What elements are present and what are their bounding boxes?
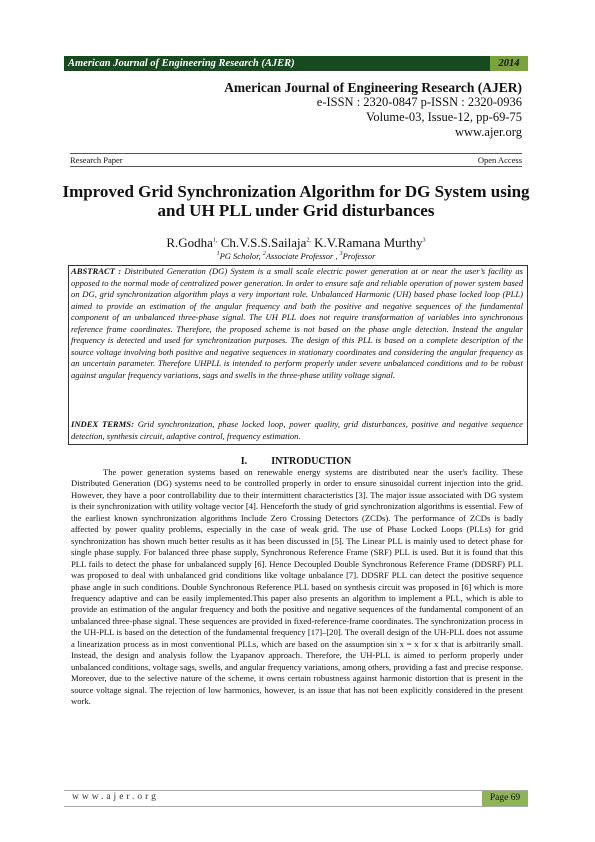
author-sup: 1,	[212, 237, 218, 244]
page-footer	[64, 790, 528, 807]
author-name: Ch.V.S.S.Sailaja	[220, 235, 307, 250]
index-terms	[71, 419, 523, 442]
paper-title: Improved Grid Synchronization Algorithm for DG System using and UH PLL under Grid disturbances	[62, 182, 530, 220]
affil-role: Professor	[342, 251, 376, 261]
author-sup: 2,	[306, 237, 311, 244]
section-heading	[60, 456, 532, 467]
paper-type-bar	[70, 153, 522, 167]
footer-website[interactable]: www.ajer.org	[72, 792, 159, 802]
introduction-paragraph: The power generation systems based on renewable energy systems are distributed near the user's facility. These Distributed Generation (DG) systems need to be controlled properly in order to ensure sinusoidal current injection into the grid. However, they have a poor controllability due to their intermittent characteristics [3]. The major issue associated with DG system is their synchronization with utility voltage vector [4]. Henceforth the study of grid synchronization algorithms is essential. Few of the earliest known synchronization algorithms Include Zero Crossing Detectors (ZCDs). The performance of ZCDs is badly affected by power quality problems, especially in the case of weak grid. The use of Phase Locked Loops (PLLs) for grid synchronization has shown much better results as it has been discussed in [5]. The Linear PLL is mainly used to detect phase for single phase supply. For balanced three phase supply, Synchronous Reference Frame (SRF) PLL is used. But it is found that this PLL fails to detect the phase for unbalanced supply [6]. Hence Decoupled Double Synchronous Reference Frame (DDSRF) PLL was proposed to deal with unbalanced grid conditions like voltage unbalance [7]. DDSRF PLL can detect the positive sequence phase angle in such conditions. Double Synchronous Reference PLL based on synthesis circuit was proposed in [6] which is more frequency adaptive and can be easily implemented.This paper also presents an algorithm to implement a PLL, which is able to provide an estimation of the angular frequency and both the positive and negative sequences of the fundamental component of an unbalanced three-phase signal. These sequences are provided in fixed-reference-frame coordinates. The synchronization process in the UH-PLL is based on the detection of the fundamental frequency [17]–[20]. The overall design of the UH-PLL does not assume a linearization process as in most conventional PLLs, which are based on the assumption sin x = x for x that is arbitrarily small. Instead, the design and analysis follow the Lyapanov approach. Therefore, the UH-PLL is aimed to perform properly under unbalanced conditions, voltage sags, swells, and angular frequency variations, among others, providing a fast and precise response. Moreover, due to the selective nature of the scheme, it owns certain robustness against harmonic distortion that is present in the source voltage signal. The rejection of low harmonics, however, is an issue that has not been explicitly considered in the present work.	[71, 467, 523, 707]
access-type-label: Open Access	[477, 155, 522, 165]
affil-role: Associate Professor ,	[265, 251, 340, 261]
abstract	[71, 266, 523, 381]
journal-info	[224, 80, 522, 140]
author-name: R.Godha	[166, 235, 213, 250]
index-terms-text: Grid synchronization, phase locked loop, power quality, grid disturbances, positive and negative sequence detection, synthesis circuit, adaptive control, frequency estimation.	[71, 419, 523, 441]
author-sup: 3	[422, 237, 426, 244]
abstract-text: Distributed Generation (DG) System is a small scale electric power generation at or near the user’s facility as opposed to the normal mode of centralized power generation. In order to ensure safe and reliable operation of power system based on DG, grid synchronization algorithm plays a very important role. Unbalanced Harmonic (UH) based phase locked loop (PLL) aimed to provide an estimation of the angular frequency and both the positive and negative sequences of the fundamental component of an unbalanced three-phase signal. The UH PLL does not require transformation of variables into synchronous reference frame coordinates. Therefore, the proposed scheme is not based on the phase angle detection. Instead the angular frequency is detected and used for synchronization purposes. The design of this PLL is based on a complete description of the source voltage involving both positive and negative sequences in stationary coordinates and considering the angular frequency as an uncertain parameter. Therefore UHPLL is intended to perform properly under severe unbalanced conditions and to be robust against angular frequency variations, sags and swells in the three-phase utility voltage signal.	[71, 266, 523, 380]
index-terms-label: INDEX TERMS:	[71, 419, 138, 429]
section-title: INTRODUCTION	[271, 456, 352, 467]
affil-role: PG Scholor,	[219, 251, 263, 261]
section-number: I.	[240, 456, 248, 467]
affil-sup: 2	[262, 251, 266, 258]
page-number: Page 69	[482, 791, 528, 806]
author-name: K.V.Ramana Murthy	[314, 235, 423, 250]
journal-banner	[64, 56, 528, 71]
journal-volume: Volume-03, Issue-12, pp-69-75	[366, 110, 522, 124]
paper-type-label: Research Paper	[70, 155, 123, 165]
banner-journal-title: American Journal of Engineering Research (AJER)	[68, 58, 295, 69]
affil-sup: 1	[216, 251, 220, 258]
affiliations	[60, 251, 532, 261]
journal-name: American Journal of Engineering Research (AJER)	[224, 80, 522, 95]
affil-sup: 3	[339, 251, 343, 258]
journal-issn: e-ISSN : 2320-0847 p-ISSN : 2320-0936	[316, 95, 522, 109]
author-list	[60, 235, 532, 251]
abstract-label: ABSTRACT :	[71, 266, 125, 276]
banner-year: 2014	[490, 56, 528, 71]
journal-website[interactable]: www.ajer.org	[455, 125, 522, 139]
